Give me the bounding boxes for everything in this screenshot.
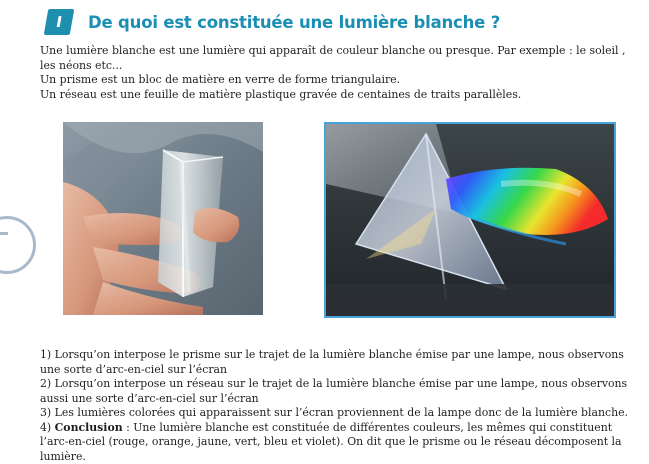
- section-number-badge: [44, 9, 75, 35]
- conclusion-text: : Une lumière blanche est constituée de différentes couleurs, les mêmes qui constituent l’arc-en-ciel (rouge, orange, jaune, vert, bleu et violet). On dit que le prisme ou le réseau décomposent la lumière.: [40, 421, 622, 463]
- decorative-line: [0, 232, 8, 235]
- observation-2: 2) Lorsqu’on interpose un réseau sur le trajet de la lumière blanche émise par une lampe, nous observons aussi une sorte d’arc-en-ciel sur l’écran: [40, 377, 640, 406]
- observation-4-prefix: 4): [40, 421, 55, 434]
- intro-line-prism: Un prisme est un bloc de matière en verre de forme triangulaire.: [40, 73, 640, 88]
- intro-text: [40, 44, 640, 102]
- section-heading: [46, 7, 500, 37]
- observation-3: 3) Les lumières colorées qui apparaissent sur l’écran proviennent de la lampe donc de la lumière blanche.: [40, 406, 640, 421]
- observation-1: 1) Lorsqu’on interpose le prisme sur le trajet de la lumière blanche émise par une lampe, nous observons une sorte d’arc-en-ciel sur l’écran: [40, 348, 640, 377]
- decorative-ring: [0, 216, 36, 274]
- observation-4: [40, 421, 640, 464]
- prism-hand-image: [63, 122, 263, 315]
- prism-spectrum-image: [326, 124, 614, 316]
- section-title: De quoi est constituée une lumière blanche ?: [88, 13, 500, 32]
- observations-text: [40, 348, 640, 464]
- section-number: I: [55, 13, 64, 31]
- intro-line-grating: Un réseau est une feuille de matière plastique gravée de centaines de traits parallèles.: [40, 88, 640, 103]
- intro-line-white-light: Une lumière blanche est une lumière qui apparaît de couleur blanche ou presque. Par exemple : le soleil , les néons etc...: [40, 44, 640, 73]
- prism-spectrum-photo: [324, 122, 616, 318]
- conclusion-label: Conclusion: [55, 421, 123, 434]
- prism-hand-photo: [63, 122, 263, 315]
